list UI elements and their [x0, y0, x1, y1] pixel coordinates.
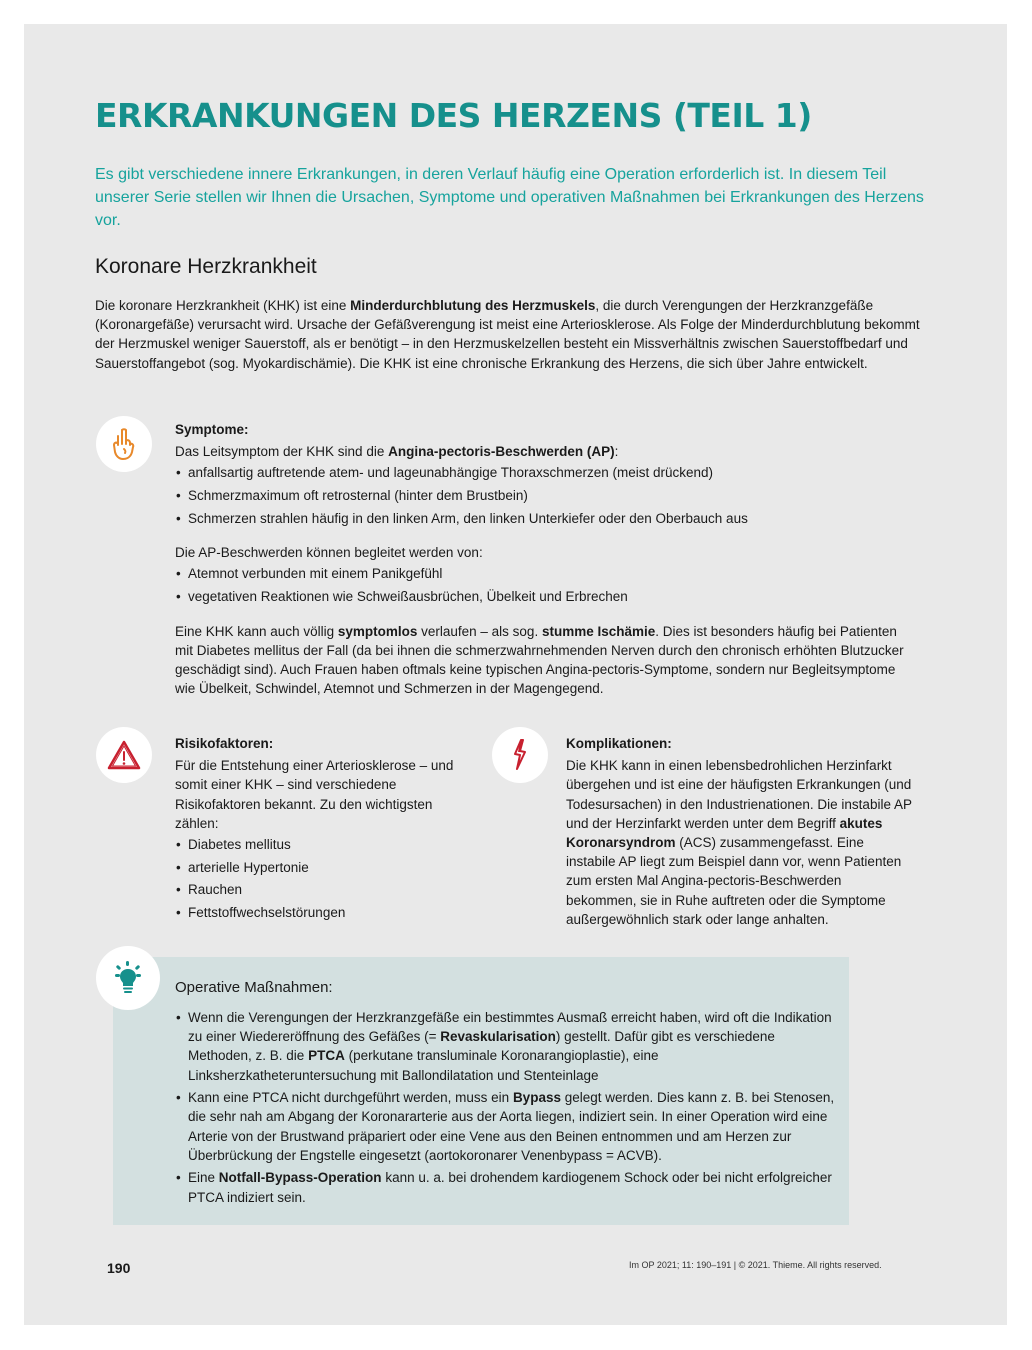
list-item: • Kann eine PTCA nicht durchgeführt werden, muss ein Bypass gelegt werden. Dies kann z. B. bei Stenosen, die sehr nah am Abgang der Koronararterie aus der Aorta liegen, indiziert sein. In einer Operation wird eine Arterie von der Brustwand präpariert oder eine Vene aus den Beinen entnommen und am Herzen zur Überbrückung der Engstelle eingesetzt (aortokoronarer Venenbypass = ACVB). [175, 1088, 835, 1165]
list-item: • Eine Notfall-Bypass-Operation kann u. a. bei drohendem kardiogenem Schock oder bei nicht erfolgreicher PTCA indiziert sein. [175, 1168, 835, 1206]
list-item: • Rauchen [175, 880, 455, 899]
risk-block [175, 734, 455, 925]
lead-paragraph: Es gibt verschiedene innere Erkrankungen, in deren Verlauf häufig eine Operation erforderlich ist. In diesem Teil unserer Serie stellen wir Ihnen die Ursachen, Symptome und operativen Maßnahmen bei Erkrankungen des Herzens vor. [95, 166, 924, 229]
list-item: • Fettstoffwechselstörungen [175, 903, 455, 922]
symptoms-block [175, 420, 915, 698]
section-heading: Koronare Herzkrankheit [95, 255, 317, 278]
symptoms-icon-badge [96, 416, 152, 472]
page-number: 190 [107, 1260, 131, 1276]
lightning-bolt-icon [510, 738, 530, 772]
operative-list [175, 1008, 835, 1210]
complications-text: Die KHK kann in einen lebensbedrohlichen Herzinfarkt übergehen und ist eine der häufigsten Erkrankungen (und Todesursachen) in den Industrienationen. Die instabile AP und der Herzinfarkt werden unter dem Begriff akutes Koronarsyndrom (ACS) zusammengefasst. Eine instabile AP liegt zum Beispiel dann vor, wenn Patienten zum ersten Mal Angina-pectoris-Beschwerden bekommen, sie in Ruhe auftreten oder die Symptome außergewöhnlich stark oder lange anhalten. [566, 758, 912, 927]
page [24, 24, 1007, 1325]
operative-title: Operative Maßnahmen: [175, 979, 333, 996]
complications-icon-badge [492, 727, 548, 783]
risk-text: Für die Entstehung einer Arteriosklerose – und somit einer KHK – sind verschiedene Risikofaktoren bekannt. Zu den wichtigsten zählen: [175, 758, 454, 831]
page-title: ERKRANKUNGEN DES HERZENS (TEIL 1) [95, 96, 812, 135]
intro-paragraph: Die koronare Herzkrankheit (KHK) ist eine Minderdurchblutung des Herzmuskels, die durch Verengungen der Herzkranzgefäße (Koronargefäße) verursacht wird. Ursache der Gefäßverengung ist meist eine Arteriosklerose. Als Folge der Minderdurchblutung bekommt der Herzmuskel weniger Sauerstoff, als er benötigt – in den Herzmuskelzellen besteht ein Missverhältnis zwischen Sauerstoffbedarf und Sauerstoffangebot (sog. Myokardischämie). Die KHK ist eine chronische Erkrankung des Herzens, die sich über Jahre entwickelt. [95, 298, 920, 371]
list-item: • Schmerzen strahlen häufig in den linken Arm, den linken Unterkiefer oder den Oberbauch aus [175, 509, 915, 528]
complications-title: Komplikationen: [566, 736, 672, 751]
operative-icon-badge [96, 946, 160, 1010]
accompany-list [175, 564, 915, 606]
silent-ischemia-paragraph: Eine KHK kann auch völlig symptomlos verlaufen – als sog. stumme Ischämie. Dies ist besonders häufig bei Patienten mit Diabetes mellitus der Fall (da bei ihnen die schmerzwahrnehmenden Nerven durch den chronisch erhöhten Blutzucker geschädigt sind). Auch Frauen haben oftmals keine typischen Angina-pectoris-Symptome, sondern nur Begleitsymptome wie Übelkeit, Schwindel, Atemnot und Schmerzen in der Magengegend. [175, 623, 904, 697]
list-item: • Wenn die Verengungen der Herzkranzgefäße ein bestimmtes Ausmaß erreicht haben, wird oft die Indikation zu einer Wiedereröffnung des Gefäßes (= Revaskularisation) gestellt. Dafür gibt es verschiedene Methoden, z. B. die PTCA (perkutane transluminale Koronarangioplastie), eine Linksherzkatheteruntersuchung mit Ballondilatation und Stenteinlage [175, 1008, 835, 1085]
complications-block [566, 734, 914, 929]
footer-citation: Im OP 2021; 11: 190–191 | © 2021. Thieme. All rights reserved. [629, 1260, 882, 1270]
symptoms-list [175, 463, 915, 527]
warning-triangle-icon [106, 739, 142, 771]
risk-list [175, 835, 455, 922]
list-item: • Diabetes mellitus [175, 835, 455, 854]
accompany-intro: Die AP-Beschwerden können begleitet werden von: [175, 545, 483, 561]
symptoms-title: Symptome: [175, 422, 249, 437]
risk-title: Risikofaktoren: [175, 736, 274, 751]
lightbulb-icon [112, 960, 144, 996]
list-item: • vegetativen Reaktionen wie Schweißausbrüchen, Übelkeit und Erbrechen [175, 587, 915, 606]
symptoms-lead: Das Leitsymptom der KHK sind die Angina-pectoris-Beschwerden (AP): [175, 444, 619, 460]
list-item: • anfallsartig auftretende atem- und lageunabhängige Thoraxschmerzen (meist drückend) [175, 463, 915, 482]
list-item: • arterielle Hypertonie [175, 858, 455, 877]
list-item: • Atemnot verbunden mit einem Panikgefühl [175, 564, 915, 583]
risk-icon-badge [96, 727, 152, 783]
list-item: • Schmerzmaximum oft retrosternal (hinter dem Brustbein) [175, 486, 915, 505]
hand-pointing-up-icon [109, 427, 139, 461]
